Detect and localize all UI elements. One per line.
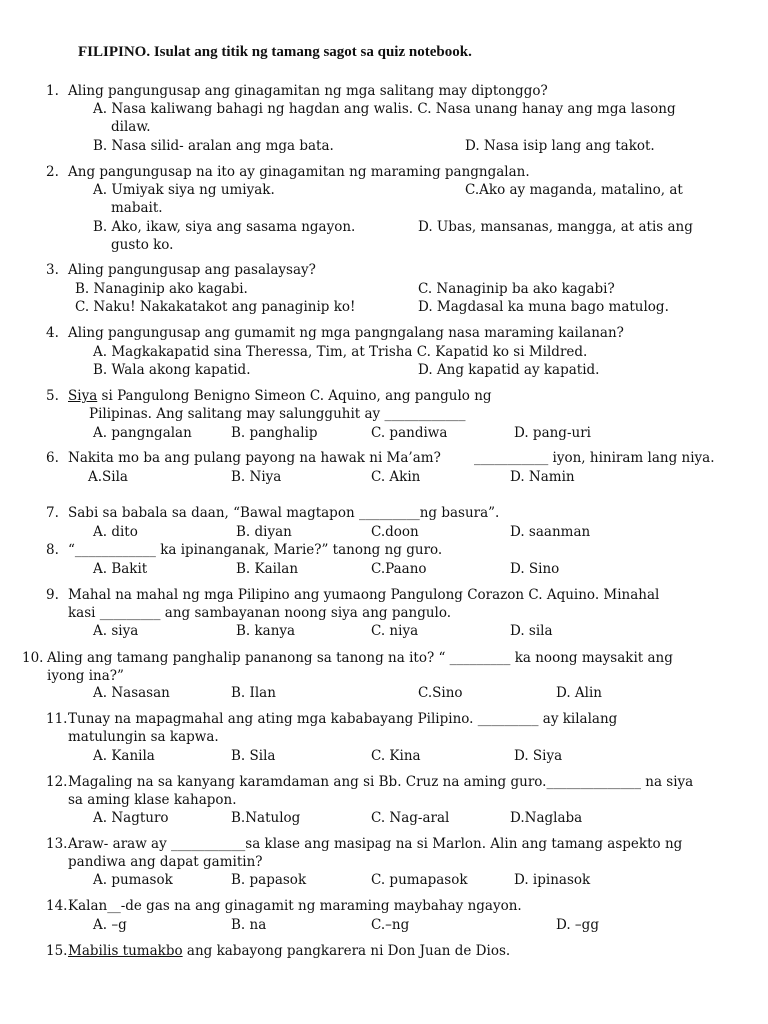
choice-a: A. dito xyxy=(93,524,138,540)
choice-b: B. Nanaginip ako kagabi. xyxy=(75,281,248,297)
choice-b: B. Niya xyxy=(231,469,282,485)
choice-d: D. sila xyxy=(510,623,553,639)
question-text-right: ___________ iyon, hiniram lang niya. xyxy=(474,450,715,466)
question-number: 3. xyxy=(46,262,59,278)
choice-a: A. –g xyxy=(93,917,127,933)
choice-c: C. pumapasok xyxy=(371,872,468,888)
choice-d: D.Naglaba xyxy=(510,810,583,826)
underlined-phrase: Mabilis tumakbo xyxy=(68,943,183,959)
choice-d: D. Ang kapatid ay kapatid. xyxy=(418,362,600,378)
question-text: Aling ang tamang panghalip pananong sa tanong na ito? “ _________ ka noong maysakit ang xyxy=(47,650,673,666)
question-number: 12. xyxy=(46,774,68,790)
choice-a: A.Sila xyxy=(88,469,128,485)
choice-a: A. Nasa kaliwang bahagi ng hagdan ang walis. C. Nasa unang hanay ang mga lasong xyxy=(93,101,676,117)
choice-b: B. Nasa silid- aralan ang mga bata. xyxy=(93,138,334,154)
choice-c-continuation: mabait. xyxy=(111,200,163,216)
question-text: “____________ ka ipinanganak, Marie?” tanong ng guro. xyxy=(68,542,443,558)
choice-d: D. ipinasok xyxy=(514,872,591,888)
choice-c: C. pandiwa xyxy=(371,425,448,441)
question-number: 5. xyxy=(46,388,59,404)
choice-c: C. niya xyxy=(371,623,419,639)
choice-d: D. –gg xyxy=(556,917,599,933)
question-number: 1. xyxy=(46,83,59,99)
choice-b: B. panghalip xyxy=(231,425,318,441)
choice-b: B. Wala akong kapatid. xyxy=(93,362,251,378)
choice-c: C. Nanaginip ba ako kagabi? xyxy=(418,281,615,297)
question-text: Mahal na mahal ng mga Pilipino ang yumaong Pangulong Corazon C. Aquino. Minahal xyxy=(68,587,660,603)
page-title: FILIPINO. Isulat ang titik ng tamang sagot sa quiz notebook. xyxy=(78,44,472,60)
choice-d: D. Siya xyxy=(514,748,563,764)
question-text-line2: sa aming klase kahapon. xyxy=(68,792,237,808)
question-number: 11. xyxy=(46,711,68,727)
question-number: 9. xyxy=(46,587,59,603)
choice-c: C.Paano xyxy=(371,561,427,577)
question-text: Aling pangungusap ang gumamit ng mga pangngalang nasa maraming kailanan? xyxy=(68,325,624,341)
choice-a: A. Nasasan xyxy=(93,685,170,701)
choice-d: D. Nasa isip lang ang takot. xyxy=(465,138,655,154)
underlined-word: Siya xyxy=(68,388,98,404)
choice-a: A. pumasok xyxy=(93,872,173,888)
choice-d: D. saanman xyxy=(510,524,591,540)
choice-d: D. pang-uri xyxy=(514,425,591,441)
choice-c-continuation: dilaw. xyxy=(111,119,151,135)
choice-c: C. Akin xyxy=(371,469,421,485)
choice-b: B. Kailan xyxy=(236,561,299,577)
question-text: Ang pangungusap na ito ay ginagamitan ng maraming pangngalan. xyxy=(68,164,530,180)
choice-c: C.Sino xyxy=(418,685,463,701)
choice-d: D. Namin xyxy=(510,469,575,485)
choice-c: C. Kina xyxy=(371,748,421,764)
choice-a: A. Magkakapatid sina Theressa, Tim, at Trisha C. Kapatid ko si Mildred. xyxy=(93,344,588,360)
question-number: 6. xyxy=(46,450,59,466)
choice-b: B. kanya xyxy=(236,623,296,639)
question-text xyxy=(68,387,492,405)
question-text-line2: kasi _________ ang sambayanan noong siya ang pangulo. xyxy=(68,605,452,621)
question-text-line2: pandiwa ang dapat gamitin? xyxy=(68,854,263,870)
choice-c: C.doon xyxy=(371,524,419,540)
question-text: Magaling na sa kanyang karamdaman ang si Bb. Cruz na aming guro.______________ na siya xyxy=(68,774,694,790)
choice-b: B.Natulog xyxy=(231,810,301,826)
choice-b: B. Ilan xyxy=(231,685,276,701)
choice-a: A. pangngalan xyxy=(93,425,192,441)
question-number: 13. xyxy=(46,836,68,852)
choice-b: B. Ako, ikaw, siya ang sasama ngayon. xyxy=(93,219,356,235)
choice-b: B. diyan xyxy=(236,524,292,540)
question-text-rest: si Pangulong Benigno Simeon C. Aquino, ang pangulo ng xyxy=(97,388,492,404)
choice-c: C. Nag-aral xyxy=(371,810,450,826)
question-number: 10. xyxy=(22,650,44,666)
choice-c-alt: C. Naku! Nakakatakot ang panaginip ko! xyxy=(75,299,356,315)
question-text: Tunay na mapagmahal ang ating mga kababayang Pilipino. _________ ay kilalang xyxy=(68,711,618,727)
choice-b: B. papasok xyxy=(231,872,307,888)
question-text xyxy=(68,942,510,960)
question-text: Sabi sa babala sa daan, “Bawal magtapon _________ng basura”. xyxy=(68,505,500,521)
choice-b: B. Sila xyxy=(231,748,276,764)
choice-a: A. siya xyxy=(93,623,139,639)
question-text-line2: Pilipinas. Ang salitang may salungguhit ay ____________ xyxy=(89,406,466,422)
choice-b: B. na xyxy=(231,917,267,933)
choice-d: D. Magdasal ka muna bago matulog. xyxy=(418,299,669,315)
choice-a: A. Kanila xyxy=(93,748,155,764)
question-number: 4. xyxy=(46,325,59,341)
choice-a: A. Nagturo xyxy=(93,810,169,826)
choice-d-continuation: gusto ko. xyxy=(111,237,174,253)
choice-d: D. Sino xyxy=(510,561,560,577)
question-text-rest: ang kabayong pangkarera ni Don Juan de Dios. xyxy=(182,943,511,959)
question-number: 8. xyxy=(46,542,59,558)
question-number: 7. xyxy=(46,505,59,521)
choice-a: A. Bakit xyxy=(93,561,148,577)
question-text: Kalan__-de gas na ang ginagamit ng maraming maybahay ngayon. xyxy=(68,898,522,914)
question-text: Nakita mo ba ang pulang payong na hawak ni Ma’am? xyxy=(68,450,441,466)
choice-c: C.–ng xyxy=(371,917,410,933)
question-number: 2. xyxy=(46,164,59,180)
question-number: 15. xyxy=(46,943,68,959)
question-text: Araw- araw ay ___________sa klase ang masipag na si Marlon. Alin ang tamang aspekto ng xyxy=(68,836,683,852)
question-number: 14. xyxy=(46,898,68,914)
question-text: Aling pangungusap ang pasalaysay? xyxy=(68,262,316,278)
choice-c: C.Ako ay maganda, matalino, at xyxy=(465,182,683,198)
question-text-line2: iyong ina?” xyxy=(47,668,124,684)
question-text: Aling pangungusap ang ginagamitan ng mga salitang may diptonggo? xyxy=(68,83,548,99)
choice-d: D. Ubas, mansanas, mangga, at atis ang xyxy=(418,219,693,235)
question-text-line2: matulungin sa kapwa. xyxy=(68,729,219,745)
choice-a: A. Umiyak siya ng umiyak. xyxy=(93,182,275,198)
choice-d: D. Alin xyxy=(556,685,603,701)
